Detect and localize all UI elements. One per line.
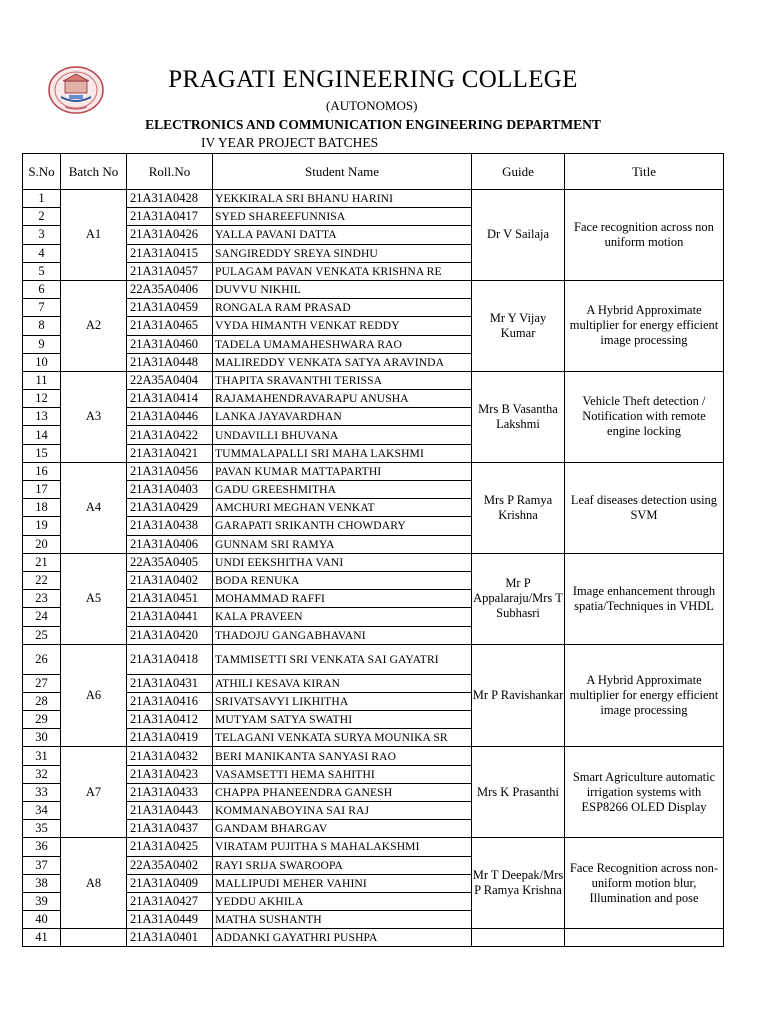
sno-cell: 20 [23,535,61,553]
sno-cell: 15 [23,444,61,462]
subtitle: IV YEAR PROJECT BATCHES [201,135,379,150]
roll-cell: 21A31A0429 [127,499,213,517]
student-name-cell: DUVVU NIKHIL [213,280,472,298]
guide-cell [472,929,565,947]
roll-cell: 21A31A0414 [127,390,213,408]
sno-cell: 17 [23,481,61,499]
roll-cell: 21A31A0441 [127,608,213,626]
project-batches-table [22,153,724,947]
autonomous-label: (AUTONOMOS) [326,98,418,113]
roll-cell: 21A31A0412 [127,711,213,729]
student-name-cell: UNDI EEKSHITHA VANI [213,553,472,571]
roll-cell: 21A31A0416 [127,692,213,710]
batch-cell: A6 [61,644,127,747]
roll-cell: 22A35A0402 [127,856,213,874]
student-name-cell: VASAMSETTI HEMA SAHITHI [213,765,472,783]
sno-cell: 16 [23,462,61,480]
sno-cell: 29 [23,711,61,729]
batch-cell: A5 [61,553,127,644]
roll-cell: 21A31A0431 [127,674,213,692]
table-row [23,190,724,208]
student-name-cell: GUNNAM SRI RAMYA [213,535,472,553]
sno-cell: 21 [23,553,61,571]
roll-cell: 21A31A0451 [127,590,213,608]
sno-cell: 22 [23,571,61,589]
sno-cell: 38 [23,874,61,892]
batch-cell: A8 [61,838,127,929]
student-name-cell: PULAGAM PAVAN VENKATA KRISHNA RE [213,262,472,280]
batch-cell: A4 [61,462,127,553]
table-row [23,747,724,765]
project-title-cell: Face recognition across non uniform motion [565,190,724,281]
guide-cell: Mr T Deepak/Mrs P Ramya Krishna [472,838,565,929]
sno-cell: 36 [23,838,61,856]
sno-cell: 35 [23,820,61,838]
sno-cell: 23 [23,590,61,608]
sno-cell: 30 [23,729,61,747]
sno-cell: 12 [23,390,61,408]
student-name-cell: VIRATAM PUJITHA S MAHALAKSHMI [213,838,472,856]
student-name-cell: THADOJU GANGABHAVANI [213,626,472,644]
student-name-cell: YALLA PAVANI DATTA [213,226,472,244]
sno-cell: 25 [23,626,61,644]
sno-cell: 18 [23,499,61,517]
header-guide: Guide [472,154,565,190]
guide-cell: Mrs B Vasantha Lakshmi [472,371,565,462]
student-name-cell: YEDDU AKHILA [213,892,472,910]
sno-cell: 11 [23,371,61,389]
page-bottom-margin [0,950,768,1024]
student-name-cell: TELAGANI VENKATA SURYA MOUNIKA SR [213,729,472,747]
roll-cell: 21A31A0420 [127,626,213,644]
roll-cell: 21A31A0402 [127,571,213,589]
project-title-cell: Smart Agriculture automatic irrigation systems with ESP8266 OLED Display [565,747,724,838]
student-name-cell: TUMMALAPALLI SRI MAHA LAKSHMI [213,444,472,462]
roll-cell: 21A31A0409 [127,874,213,892]
roll-cell: 22A35A0404 [127,371,213,389]
sno-cell: 4 [23,244,61,262]
student-name-cell: CHAPPA PHANEENDRA GANESH [213,783,472,801]
roll-cell: 21A31A0403 [127,481,213,499]
header-student-name: Student Name [213,154,472,190]
student-name-cell: SRIVATSAVYI LIKHITHA [213,692,472,710]
student-name-cell: UNDAVILLI BHUVANA [213,426,472,444]
student-name-cell: BODA RENUKA [213,571,472,589]
table-body [23,190,724,947]
college-name: PRAGATI ENGINEERING COLLEGE [168,66,578,93]
roll-cell: 21A31A0425 [127,838,213,856]
roll-cell: 21A31A0422 [127,426,213,444]
student-name-cell: TAMMISETTI SRI VENKATA SAI GAYATRI [213,644,472,674]
roll-cell: 21A31A0406 [127,535,213,553]
table-header-row [23,154,724,190]
student-name-cell: LANKA JAYAVARDHAN [213,408,472,426]
student-name-cell: SANGIREDDY SREYA SINDHU [213,244,472,262]
student-name-cell: THAPITA SRAVANTHI TERISSA [213,371,472,389]
table-row [23,644,724,674]
sno-cell: 10 [23,353,61,371]
project-title-cell: Leaf diseases detection using SVM [565,462,724,553]
guide-cell: Mr Y Vijay Kumar [472,280,565,371]
project-title-cell [565,929,724,947]
student-name-cell: RAYI SRIJA SWAROOPA [213,856,472,874]
roll-cell: 21A31A0449 [127,911,213,929]
batch-cell: A1 [61,190,127,281]
student-name-cell: BERI MANIKANTA SANYASI RAO [213,747,472,765]
student-name-cell: VYDA HIMANTH VENKAT REDDY [213,317,472,335]
roll-cell: 22A35A0405 [127,553,213,571]
roll-cell: 21A31A0417 [127,208,213,226]
sno-cell: 6 [23,280,61,298]
roll-cell: 21A31A0437 [127,820,213,838]
roll-cell: 21A31A0438 [127,517,213,535]
sno-cell: 14 [23,426,61,444]
sno-cell: 41 [23,929,61,947]
sno-cell: 5 [23,262,61,280]
department-title: ELECTRONICS AND COMMUNICATION ENGINEERING DEPARTMENT [145,117,601,132]
sno-cell: 26 [23,644,61,674]
sno-cell: 7 [23,299,61,317]
student-name-cell: MALLIPUDI MEHER VAHINI [213,874,472,892]
roll-cell: 21A31A0456 [127,462,213,480]
student-name-cell: KOMMANABOYINA SAI RAJ [213,802,472,820]
roll-cell: 21A31A0433 [127,783,213,801]
guide-cell: Mr P Ravishankar [472,644,565,747]
roll-cell: 21A31A0432 [127,747,213,765]
sno-cell: 9 [23,335,61,353]
sno-cell: 32 [23,765,61,783]
table-row [23,553,724,571]
sno-cell: 1 [23,190,61,208]
header-sno: S.No [23,154,61,190]
student-name-cell: SYED SHAREEFUNNISA [213,208,472,226]
student-name-cell: ATHILI KESAVA KIRAN [213,674,472,692]
project-title-cell: Image enhancement through spatia/Techniques in VHDL [565,553,724,644]
student-name-cell: MUTYAM SATYA SWATHI [213,711,472,729]
roll-cell: 21A31A0426 [127,226,213,244]
roll-cell: 21A31A0448 [127,353,213,371]
student-name-cell: GADU GREESHMITHA [213,481,472,499]
sno-cell: 37 [23,856,61,874]
roll-cell: 21A31A0415 [127,244,213,262]
header-batch: Batch No [61,154,127,190]
table-row [23,838,724,856]
student-name-cell: TADELA UMAMAHESHWARA RAO [213,335,472,353]
sno-cell: 28 [23,692,61,710]
student-name-cell: MATHA SUSHANTH [213,911,472,929]
guide-cell: Mrs K Prasanthi [472,747,565,838]
student-name-cell: ADDANKI GAYATHRI PUSHPA [213,929,472,947]
batch-cell: A3 [61,371,127,462]
student-name-cell: RONGALA RAM PRASAD [213,299,472,317]
student-name-cell: PAVAN KUMAR MATTAPARTHI [213,462,472,480]
student-name-cell: MALIREDDY VENKATA SATYA ARAVINDA [213,353,472,371]
sno-cell: 27 [23,674,61,692]
roll-cell: 21A31A0418 [127,644,213,674]
sno-cell: 8 [23,317,61,335]
roll-cell: 21A31A0457 [127,262,213,280]
sno-cell: 31 [23,747,61,765]
roll-cell: 21A31A0423 [127,765,213,783]
sno-cell: 2 [23,208,61,226]
guide-cell: Dr V Sailaja [472,190,565,281]
roll-cell: 21A31A0443 [127,802,213,820]
header-title: Title [565,154,724,190]
batch-cell: A2 [61,280,127,371]
sno-cell: 33 [23,783,61,801]
project-title-cell: A Hybrid Approximate multiplier for energy efficient image processing [565,280,724,371]
roll-cell: 21A31A0459 [127,299,213,317]
sno-cell: 40 [23,911,61,929]
header-roll: Roll.No [127,154,213,190]
student-name-cell: AMCHURI MEGHAN VENKAT [213,499,472,517]
student-name-cell: RAJAMAHENDRAVARAPU ANUSHA [213,390,472,408]
project-title-cell: Vehicle Theft detection / Notification with remote engine locking [565,371,724,462]
sno-cell: 39 [23,892,61,910]
student-name-cell: YEKKIRALA SRI BHANU HARINI [213,190,472,208]
roll-cell: 21A31A0460 [127,335,213,353]
roll-cell: 22A35A0406 [127,280,213,298]
roll-cell: 21A31A0421 [127,444,213,462]
table-row [23,929,724,947]
batch-cell [61,929,127,947]
student-name-cell: GARAPATI SRIKANTH CHOWDARY [213,517,472,535]
sno-cell: 19 [23,517,61,535]
student-name-cell: KALA PRAVEEN [213,608,472,626]
table-row [23,371,724,389]
roll-cell: 21A31A0401 [127,929,213,947]
batch-cell: A7 [61,747,127,838]
table-row [23,280,724,298]
roll-cell: 21A31A0446 [127,408,213,426]
sno-cell: 24 [23,608,61,626]
guide-cell: Mrs P Ramya Krishna [472,462,565,553]
roll-cell: 21A31A0428 [127,190,213,208]
sno-cell: 34 [23,802,61,820]
project-title-cell: A Hybrid Approximate multiplier for energy efficient image processing [565,644,724,747]
sno-cell: 13 [23,408,61,426]
student-name-cell: GANDAM BHARGAV [213,820,472,838]
roll-cell: 21A31A0465 [127,317,213,335]
table-row [23,462,724,480]
guide-cell: Mr P Appalaraju/Mrs T Subhasri [472,553,565,644]
sno-cell: 3 [23,226,61,244]
student-name-cell: MOHAMMAD RAFFI [213,590,472,608]
roll-cell: 21A31A0419 [127,729,213,747]
project-title-cell: Face Recognition across non-uniform motion blur, Illumination and pose [565,838,724,929]
roll-cell: 21A31A0427 [127,892,213,910]
